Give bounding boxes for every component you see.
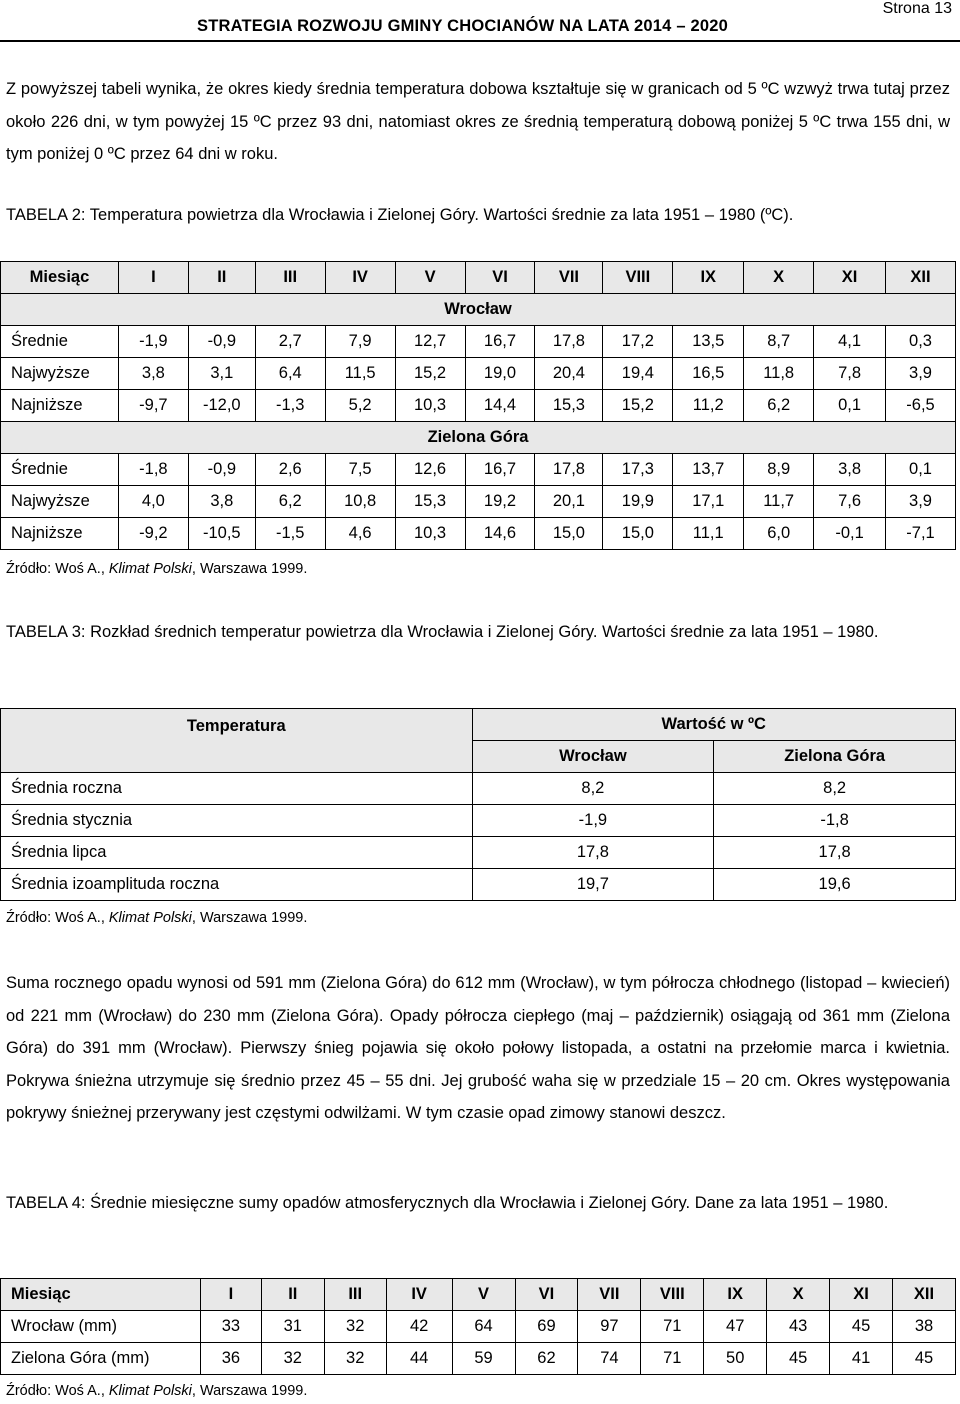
value-cell: 38 (893, 1311, 956, 1343)
value-cell: 0,1 (814, 390, 886, 422)
value-cell: 3,8 (118, 358, 188, 390)
value-cell: 8,9 (744, 454, 814, 486)
value-cell: 15,2 (395, 358, 465, 390)
value-cell-zg: 17,8 (714, 837, 956, 869)
value-cell: 12,7 (395, 326, 465, 358)
table4-header-row (1, 1279, 956, 1311)
table4-caption: TABELA 4: Średnie miesięczne sumy opadów atmosferycznych dla Wrocławia i Zielonej Góry. Dane za lata 1951 – 1980. (6, 1194, 889, 1212)
table2-header-cell: III (255, 262, 325, 294)
row-label: Wrocław (mm) (1, 1311, 201, 1343)
table2-group-label: Zielona Góra (1, 422, 956, 454)
value-cell: 19,9 (603, 486, 673, 518)
table4-header-cell: X (767, 1279, 830, 1311)
value-cell: 5,2 (325, 390, 395, 422)
value-cell: 11,8 (744, 358, 814, 390)
table-row (1, 326, 956, 358)
value-cell: 45 (767, 1343, 830, 1375)
table-row (1, 486, 956, 518)
value-cell: 11,7 (744, 486, 814, 518)
value-cell: -9,7 (118, 390, 188, 422)
table2-header-cell: V (395, 262, 465, 294)
table4-header-cell: Miesiąc (1, 1279, 201, 1311)
value-cell: 3,1 (188, 358, 255, 390)
header-rule (0, 40, 960, 42)
value-cell-zg: 19,6 (714, 869, 956, 901)
paragraph-temperature-summary: Z powyższej tabeli wynika, że okres kiedy średnia temperatura dobowa kształtuje się w granicach od 5 ºC wzwyż trwa tutaj przez około 226 dni, w tym powyżej 15 ºC przez 93 dni, natomiast okres ze średnią temperaturą dobową poniżej 5 ºC trwa 155 dni, w tym poniżej 0 ºC przez 64 dni w roku. (6, 80, 950, 163)
table4-header-cell: XII (893, 1279, 956, 1311)
value-cell: 19,2 (465, 486, 535, 518)
value-cell: -1,9 (118, 326, 188, 358)
table3-header-wroclaw: Wrocław (472, 741, 714, 773)
value-cell: 71 (641, 1343, 704, 1375)
row-label: Średnia stycznia (1, 805, 473, 837)
table3-header-row (1, 709, 956, 741)
value-cell: 17,2 (603, 326, 673, 358)
value-cell: 45 (893, 1343, 956, 1375)
table-row (1, 454, 956, 486)
table2-group-label: Wrocław (1, 294, 956, 326)
value-cell: -0,9 (188, 326, 255, 358)
value-cell: 14,4 (465, 390, 535, 422)
table-row (1, 518, 956, 550)
source-title: Klimat Polski (108, 910, 192, 926)
value-cell: 15,3 (395, 486, 465, 518)
value-cell: 71 (641, 1311, 704, 1343)
row-label: Najniższe (1, 518, 119, 550)
page-number: Strona 13 (882, 0, 952, 17)
value-cell: 74 (578, 1343, 641, 1375)
value-cell: 64 (452, 1311, 515, 1343)
table2-header-cell: IX (673, 262, 744, 294)
value-cell: 41 (830, 1343, 893, 1375)
table2-header-cell: IV (325, 262, 395, 294)
table4-header-cell: II (261, 1279, 324, 1311)
value-cell: 17,8 (535, 454, 603, 486)
row-label: Średnia izoamplituda roczna (1, 869, 473, 901)
row-label: Najwyższe (1, 486, 119, 518)
value-cell: 45 (830, 1311, 893, 1343)
value-cell: 13,7 (673, 454, 744, 486)
value-cell: -1,3 (255, 390, 325, 422)
table2-group-row (1, 294, 956, 326)
value-cell: 19,0 (465, 358, 535, 390)
value-cell: -9,2 (118, 518, 188, 550)
table2-header-cell: X (744, 262, 814, 294)
value-cell: 44 (386, 1343, 452, 1375)
table2-header-cell: XII (886, 262, 956, 294)
table4-header-cell: I (200, 1279, 261, 1311)
paragraph-precipitation: Suma rocznego opadu wynosi od 591 mm (Zielona Góra) do 612 mm (Wrocław), w tym półrocza chłodnego (listopad – kwiecień) od 221 mm (Wrocław) do 230 mm (Zielona Góra). Opady półrocza ciepłego (maj – październik) osiągają od 361 mm (Zielona Góra) do 391 mm (Wrocław). Pierwszy śnieg pojawia się około połowy listopada, a ostatni na przełomie marca i kwietnia. Pokrywa śnieżna utrzymuje się średnio przez 45 – 55 dni. Jej grubość waha się w przedziale 15 – 20 cm. Okres występowania pokrywy śnieżnej przerywany jest częstymi odwilżami. W tym czasie opad zimowy stanowi deszcz. (6, 974, 950, 1122)
value-cell: 7,5 (325, 454, 395, 486)
value-cell: 17,1 (673, 486, 744, 518)
row-label: Średnie (1, 326, 119, 358)
value-cell: 4,6 (325, 518, 395, 550)
value-cell: 69 (515, 1311, 578, 1343)
value-cell: 12,6 (395, 454, 465, 486)
value-cell: 3,9 (886, 486, 956, 518)
value-cell-wroclaw: 19,7 (472, 869, 714, 901)
temperature-distribution-table (0, 708, 956, 901)
value-cell: 97 (578, 1311, 641, 1343)
table2-header-cell: VII (535, 262, 603, 294)
value-cell: 16,7 (465, 454, 535, 486)
document-header-title: STRATEGIA ROZWOJU GMINY CHOCIANÓW NA LATA 2014 – 2020 (196, 17, 729, 35)
value-cell: 3,8 (188, 486, 255, 518)
table4-source: Źródło: Woś A., Klimat Polski, Warszawa 1999. (6, 1383, 308, 1399)
value-cell: 0,3 (886, 326, 956, 358)
table3-caption: TABELA 3: Rozkład średnich temperatur powietrza dla Wrocławia i Zielonej Góry. Wartości średnie za lata 1951 – 1980. (6, 623, 879, 641)
value-cell: 6,4 (255, 358, 325, 390)
value-cell: 42 (386, 1311, 452, 1343)
table2-source: Źródło: Woś A., Klimat Polski, Warszawa 1999. (6, 561, 308, 577)
table3-header-wartosc: Wartość w ºC (472, 709, 955, 741)
value-cell: 32 (261, 1343, 324, 1375)
table3-header-zg: Zielona Góra (714, 741, 956, 773)
table-row (1, 869, 956, 901)
value-cell: -1,5 (255, 518, 325, 550)
table4-header-cell: VI (515, 1279, 578, 1311)
value-cell: 8,7 (744, 326, 814, 358)
value-cell: -10,5 (188, 518, 255, 550)
value-cell-wroclaw: -1,9 (472, 805, 714, 837)
table3-source: Źródło: Woś A., Klimat Polski, Warszawa 1999. (6, 910, 308, 926)
value-cell: -6,5 (886, 390, 956, 422)
row-label: Najniższe (1, 390, 119, 422)
value-cell: 4,1 (814, 326, 886, 358)
table2-header-cell: I (118, 262, 188, 294)
value-cell: 15,0 (603, 518, 673, 550)
value-cell: 16,5 (673, 358, 744, 390)
table2-header-cell: XI (814, 262, 886, 294)
table3-header-temperatura: Temperatura (1, 709, 473, 773)
value-cell: 15,2 (603, 390, 673, 422)
row-label: Zielona Góra (mm) (1, 1343, 201, 1375)
precipitation-table (0, 1278, 956, 1375)
value-cell: 17,8 (535, 326, 603, 358)
value-cell: 7,9 (325, 326, 395, 358)
table2-header-row (1, 262, 956, 294)
row-label: Średnie (1, 454, 119, 486)
value-cell: 47 (704, 1311, 767, 1343)
value-cell: 6,2 (744, 390, 814, 422)
value-cell: 6,0 (744, 518, 814, 550)
value-cell-wroclaw: 8,2 (472, 773, 714, 805)
value-cell: 7,8 (814, 358, 886, 390)
source-title: Klimat Polski (108, 1383, 192, 1399)
value-cell: 6,2 (255, 486, 325, 518)
value-cell: -1,8 (118, 454, 188, 486)
value-cell: 50 (704, 1343, 767, 1375)
table-row (1, 358, 956, 390)
value-cell: 20,1 (535, 486, 603, 518)
value-cell: -7,1 (886, 518, 956, 550)
value-cell: -12,0 (188, 390, 255, 422)
value-cell: 2,7 (255, 326, 325, 358)
value-cell: -0,9 (188, 454, 255, 486)
row-label: Średnia lipca (1, 837, 473, 869)
table2-caption: TABELA 2: Temperatura powietrza dla Wrocławia i Zielonej Góry. Wartości średnie za lata 1951 – 1980 (ºC). (6, 206, 794, 224)
value-cell: 3,9 (886, 358, 956, 390)
value-cell: 59 (452, 1343, 515, 1375)
table-row (1, 837, 956, 869)
value-cell: 10,3 (395, 518, 465, 550)
table4-header-cell: XI (830, 1279, 893, 1311)
value-cell: 14,6 (465, 518, 535, 550)
value-cell: 13,5 (673, 326, 744, 358)
value-cell: 31 (261, 1311, 324, 1343)
value-cell: 62 (515, 1343, 578, 1375)
value-cell: 11,2 (673, 390, 744, 422)
table4-header-cell: IV (386, 1279, 452, 1311)
value-cell: 19,4 (603, 358, 673, 390)
value-cell: 36 (200, 1343, 261, 1375)
table2-header-cell: II (188, 262, 255, 294)
value-cell: 4,0 (118, 486, 188, 518)
value-cell: 7,6 (814, 486, 886, 518)
table2-header-cell: Miesiąc (1, 262, 119, 294)
value-cell: 15,3 (535, 390, 603, 422)
value-cell-zg: 8,2 (714, 773, 956, 805)
value-cell: 32 (324, 1311, 386, 1343)
table-row (1, 773, 956, 805)
value-cell: 3,8 (814, 454, 886, 486)
value-cell: -0,1 (814, 518, 886, 550)
temperature-table (0, 261, 956, 550)
value-cell: 32 (324, 1343, 386, 1375)
value-cell: 16,7 (465, 326, 535, 358)
value-cell-zg: -1,8 (714, 805, 956, 837)
value-cell: 11,5 (325, 358, 395, 390)
table-row (1, 805, 956, 837)
row-label: Najwyższe (1, 358, 119, 390)
value-cell: 10,3 (395, 390, 465, 422)
value-cell: 33 (200, 1311, 261, 1343)
value-cell: 10,8 (325, 486, 395, 518)
table4-header-cell: IX (704, 1279, 767, 1311)
value-cell: 17,3 (603, 454, 673, 486)
table-row (1, 1343, 956, 1375)
value-cell-wroclaw: 17,8 (472, 837, 714, 869)
value-cell: 20,4 (535, 358, 603, 390)
value-cell: 15,0 (535, 518, 603, 550)
table4-header-cell: VII (578, 1279, 641, 1311)
value-cell: 0,1 (886, 454, 956, 486)
table4-header-cell: III (324, 1279, 386, 1311)
table-row (1, 390, 956, 422)
table4-header-cell: V (452, 1279, 515, 1311)
table2-header-cell: VI (465, 262, 535, 294)
row-label: Średnia roczna (1, 773, 473, 805)
value-cell: 2,6 (255, 454, 325, 486)
value-cell: 11,1 (673, 518, 744, 550)
table2-header-cell: VIII (603, 262, 673, 294)
value-cell: 43 (767, 1311, 830, 1343)
table2-group-row (1, 422, 956, 454)
source-title: Klimat Polski (108, 561, 192, 577)
table-row (1, 1311, 956, 1343)
table4-header-cell: VIII (641, 1279, 704, 1311)
